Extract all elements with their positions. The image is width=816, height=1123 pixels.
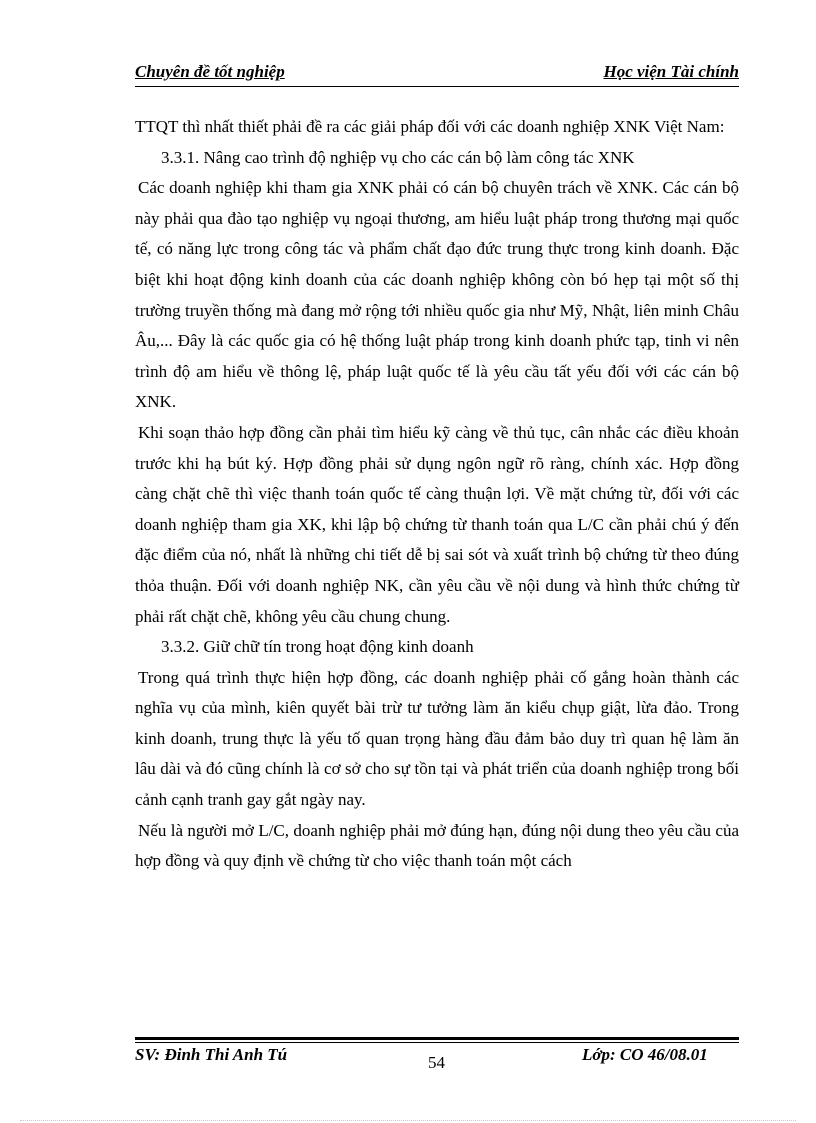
footer-divider-thick [135,1037,739,1040]
section-heading-3-3-1: 3.3.1. Nâng cao trình độ nghiệp vụ cho các cán bộ làm công tác XNK [161,147,635,167]
footer-student-name: SV: Đinh Thi Anh Tú [135,1045,288,1064]
page-number: 54 [428,1053,445,1072]
header-institution: Học viện Tài chính [603,62,739,81]
paragraph-staff-training: Các doanh nghiệp khi tham gia XNK phải có cán bộ chuyên trách về XNK. Các cán bộ này phải qua đào tạo nghiệp vụ ngoại thương, am hiểu luật pháp trong thương mại quốc tế, có năng lực trong công tác và phẩm chất đạo đức trung thực trong kinh doanh. Đặc biệt khi hoạt động kinh doanh của các doanh nghiệp không còn bó hẹp tại một số thị trường truyền thống mà đang mở rộng tới nhiều quốc gia như Mỹ, Nhật, liên minh Châu Âu,... Đây là các quốc gia có hệ thống luật pháp trong kinh doanh phức tạp, tinh vi nên trình độ am hiểu về thông lệ, pháp luật quốc tế là yêu cầu tất yếu đối với các cán bộ XNK. [135,178,739,412]
section-heading-3-3-2: 3.3.2. Giữ chữ tín trong hoạt động kinh doanh [161,637,474,657]
page-header [135,62,739,86]
header-divider [135,86,739,87]
footer-divider-thin [135,1042,739,1043]
header-document-title: Chuyên đề tốt nghiệp [135,62,285,81]
paragraph-intro: TTQT thì nhất thiết phải đề ra các giải pháp đối với các doanh nghiệp XNK Việt Nam: [135,117,725,136]
page-bottom-border [20,1120,796,1121]
footer-class-code: Lớp: CO 46/08.01 [582,1045,708,1064]
paragraph-keeping-trust: Trong quá trình thực hiện hợp đồng, các doanh nghiệp phải cố gắng hoàn thành các nghĩa vụ của mình, kiên quyết bài trừ tư tưởng làm ăn kiểu chụp giật, lừa đảo. Trong kinh doanh, trung thực là yếu tố quan trọng hàng đầu đảm bảo duy trì quan hệ làm ăn lâu dài và đó cũng chính là cơ sở cho sự tồn tại và phát triển của doanh nghiệp trong bối cảnh cạnh tranh gay gắt ngày nay. [135,667,739,810]
paragraph-lc-opener: Nếu là người mở L/C, doanh nghiệp phải mở đúng hạn, đúng nội dung theo yêu cầu của hợp đồng và quy định về chứng từ cho việc thanh toán một cách [135,820,739,871]
paragraph-contract-drafting: Khi soạn thảo hợp đồng cần phải tìm hiểu kỹ càng về thủ tục, cân nhắc các điều khoản trước khi hạ bút ký. Hợp đồng phải sử dụng ngôn ngữ rõ ràng, chính xác. Hợp đồng càng chặt chẽ thì việc thanh toán quốc tế càng thuận lợi. Về mặt chứng từ, đối với các doanh nghiệp tham gia XK, khi lập bộ chứng từ thanh toán qua L/C cần phải chú ý đến đặc điểm của nó, nhất là những chi tiết dễ bị sai sót và xuất trình bộ chứng từ theo đúng thỏa thuận. Đối với doanh nghiệp NK, cần yêu cầu về nội dung và hình thức chứng từ phải rất chặt chẽ, không yêu cầu chung chung. [135,422,739,626]
document-body [135,112,739,877]
